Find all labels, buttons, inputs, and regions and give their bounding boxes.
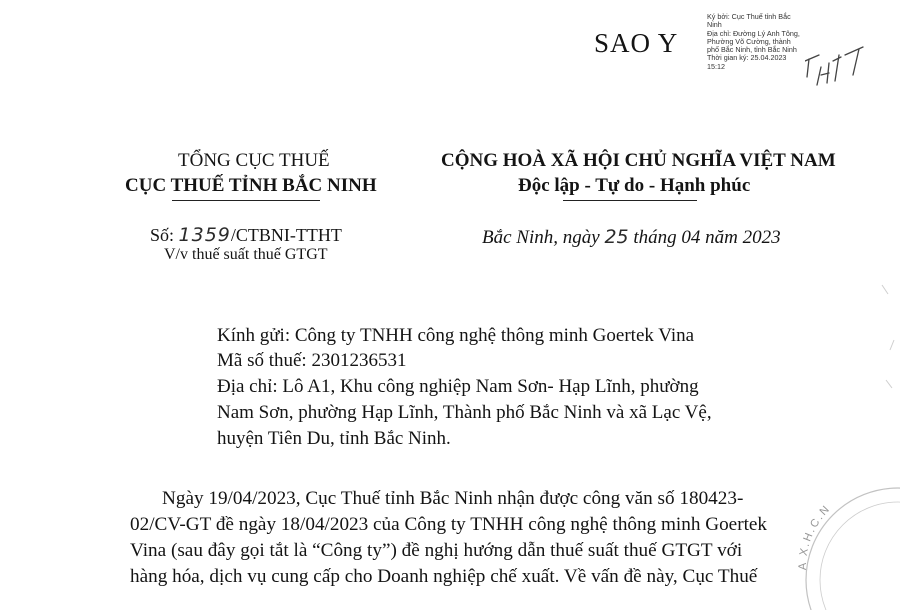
issuing-org-name: CỤC THUẾ TỈNH BẮC NINH (125, 175, 377, 196)
signer-line: Địa chỉ: Đường Lý Anh Tông, (707, 28, 800, 38)
recipient-address-line: Nam Sơn, phường Hạp Lĩnh, Thành phố Bắc Ninh và xã Lạc Vệ, (217, 402, 712, 423)
date-day-handwritten: 25 (604, 226, 629, 248)
national-title: CỘNG HOÀ XÃ HỘI CHỦ NGHĨA VIỆT NAM (441, 150, 836, 171)
national-motto: Độc lập - Tự do - Hạnh phúc (518, 175, 751, 196)
org-underline (172, 200, 320, 201)
signer-line: Phường Võ Cường, thành (707, 36, 791, 46)
document-number-handwritten: 1359 (178, 224, 231, 246)
document-number (150, 224, 342, 246)
recipient-address-line: huyện Tiên Du, tỉnh Bắc Ninh. (217, 428, 451, 449)
signer-line: Ký bởi: Cục Thuế tỉnh Bắc (707, 12, 791, 21)
date-suffix: tháng 04 năm 2023 (628, 227, 781, 248)
body-line: Ngày 19/04/2023, Cục Thuế tỉnh Bắc Ninh nhận được công văn số 180423- (162, 488, 744, 509)
motto-underline (563, 200, 697, 201)
official-seal (788, 460, 900, 610)
document-number-prefix: Số: (150, 225, 179, 245)
signer-line: Ninh (707, 20, 722, 30)
place-date (482, 226, 781, 249)
handwritten-initials (805, 45, 875, 90)
signer-line: Thời gian ký: 25.04.2023 (707, 53, 787, 63)
body-line: Vina (sau đây gọi tắt là “Công ty”) đề nghị hướng dẫn thuế suất thuế GTGT với (130, 540, 743, 561)
recipient-address-line: Địa chỉ: Lô A1, Khu công nghiệp Nam Sơn- Hạp Lĩnh, phường (217, 376, 699, 397)
stamp-traces (842, 280, 900, 420)
document-subject: V/v thuế suất thuế GTGT (164, 246, 328, 263)
signer-line: phố Bắc Ninh, tỉnh Bắc Ninh (707, 45, 797, 55)
recipient-to: Kính gửi: Công ty TNHH công nghệ thông minh Goertek Vina (217, 325, 695, 346)
body-line: 02/CV-GT đề ngày 18/04/2023 của Công ty TNHH công nghệ thông minh Goertek (130, 514, 768, 535)
digital-signature-info (707, 13, 817, 71)
copy-mark: SAO Y (594, 28, 679, 58)
seal-text: A X.H.C.N (796, 502, 834, 571)
body-line: hàng hóa, dịch vụ cung cấp cho Doanh nghiệp chế xuất. Về vấn đề này, Cục Thuế (130, 566, 758, 587)
svg-text:A X.H.C.N (797, 502, 833, 570)
signer-line: 15:12 (707, 61, 725, 71)
recipient-tax-code: Mã số thuế: 2301236531 (217, 350, 407, 371)
document-number-suffix: /CTBNI-TTHT (230, 225, 342, 245)
parent-org-name: TỔNG CỤC THUẾ (178, 150, 330, 171)
date-prefix: Bắc Ninh, ngày (482, 227, 605, 248)
